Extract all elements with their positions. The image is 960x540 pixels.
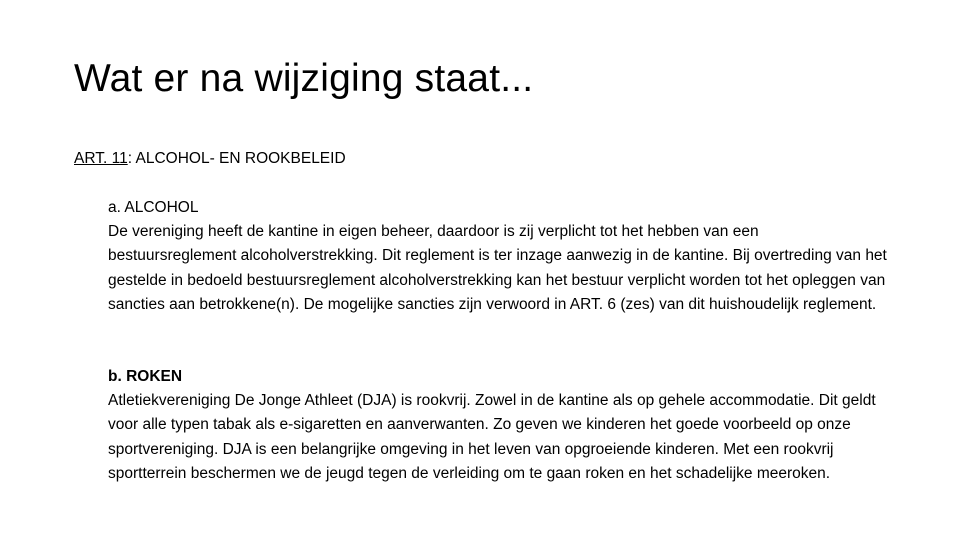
article-title: ALCOHOL- EN ROOKBELEID [135,150,346,167]
section-alcohol-body: De vereniging heeft de kantine in eigen beheer, daardoor is zij verplicht tot het hebben van een bestuursreglement alcoholverstrekking. Dit reglement is ter inzage aanwezig in de kantine. Bij overtreding van het gestelde in bedoeld bestuursreglement alcoholverstrekking kan het bestuur verplicht worden tot het opleggen van sancties aan betrokkene(n). De mogelijke sancties zijn verwoord in ART. 6 (zes) van dit huishoudelijk reglement. [108,223,887,313]
section-smoking-title: b. ROKEN [108,368,183,385]
section-alcohol [108,196,908,317]
section-smoking [108,365,908,486]
section-alcohol-title: a. ALCOHOL [108,199,199,216]
article-separator: : [127,150,136,167]
slide-title: Wat er na wijziging staat... [74,57,534,100]
article-number: ART. 11 [74,150,128,167]
section-smoking-body: Atletiekvereniging De Jonge Athleet (DJA) is rookvrij. Zowel in de kantine als op gehele accommodatie. Dit geldt voor alle typen tabak als e-sigaretten en aanverwanten. Zo geven we kinderen het goede voorbeeld op onze sportvereniging. DJA is een belangrijke omgeving in het leven van opgroeiende kinderen. Met een rookvrij sportterrein beschermen we de jeugd tegen de verleiding om te gaan roken en het schadelijke meeroken. [108,392,876,482]
article-heading [74,148,346,170]
